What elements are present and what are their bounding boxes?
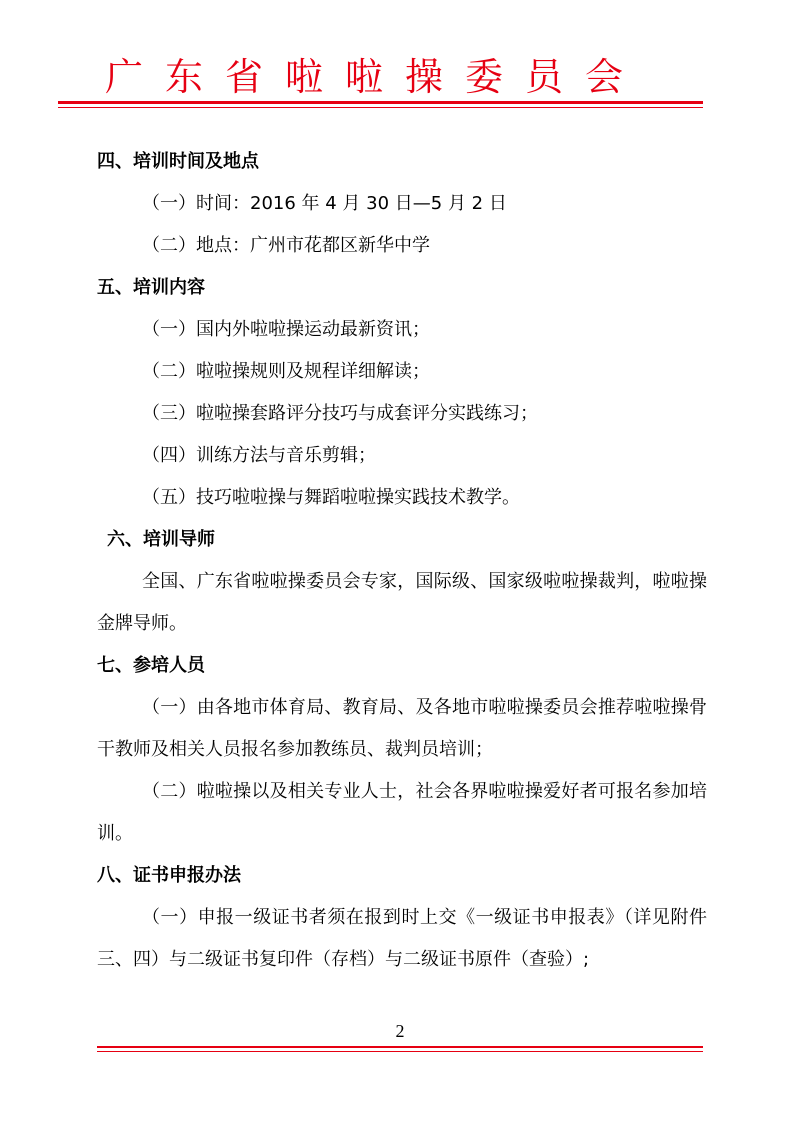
list-item: （四）训练方法与音乐剪辑； xyxy=(142,445,376,466)
paragraph-participants-2: （二）啦啦操以及相关专业人士，社会各界啦啦操爱好者可报名参加培训。 xyxy=(97,781,707,844)
page-number: 2 xyxy=(395,1021,405,1041)
section-heading-participants: 七、参培人员 xyxy=(97,655,205,676)
footer-rule-thick xyxy=(97,1046,703,1048)
list-item: （五）技巧啦啦操与舞蹈啦啦操实践技术教学。 xyxy=(142,487,520,508)
list-item-place: （二）地点：广州市花都区新华中学 xyxy=(142,235,430,256)
section-heading-training-content: 五、培训内容 xyxy=(97,277,205,298)
list-item: （一）国内外啦啦操运动最新资讯； xyxy=(142,319,430,340)
header-rule-thin xyxy=(58,107,703,108)
list-item: （三）啦啦操套路评分技巧与成套评分实践练习； xyxy=(142,403,538,424)
paragraph-certificate-1: （一）申报一级证书者须在报到时上交《一级证书申报表》（详见附件三、四）与二级证书复印件（存档）与二级证书原件（查验）; xyxy=(97,907,707,970)
list-item-time: （一）时间：2016 年 4 月 30 日—5 月 2 日 xyxy=(142,193,507,214)
letterhead-title: 广东省啦啦操委员会 xyxy=(104,55,645,99)
paragraph-participants-1: （一）由各地市体育局、教育局、及各地市啦啦操委员会推荐啦啦操骨干教师及相关人员报名参加教练员、裁判员培训； xyxy=(97,697,707,760)
paragraph-instructors: 全国、广东省啦啦操委员会专家，国际级、国家级啦啦操裁判，啦啦操金牌导师。 xyxy=(97,571,707,634)
section-heading-certificate: 八、证书申报办法 xyxy=(97,865,241,886)
section-heading-instructors: 六、培训导师 xyxy=(107,529,215,550)
list-item: （二）啦啦操规则及规程详细解读； xyxy=(142,361,430,382)
section-heading-training-time-place: 四、培训时间及地点 xyxy=(97,151,259,172)
footer-rule-thin xyxy=(97,1051,703,1052)
header-rule-thick xyxy=(58,101,703,104)
